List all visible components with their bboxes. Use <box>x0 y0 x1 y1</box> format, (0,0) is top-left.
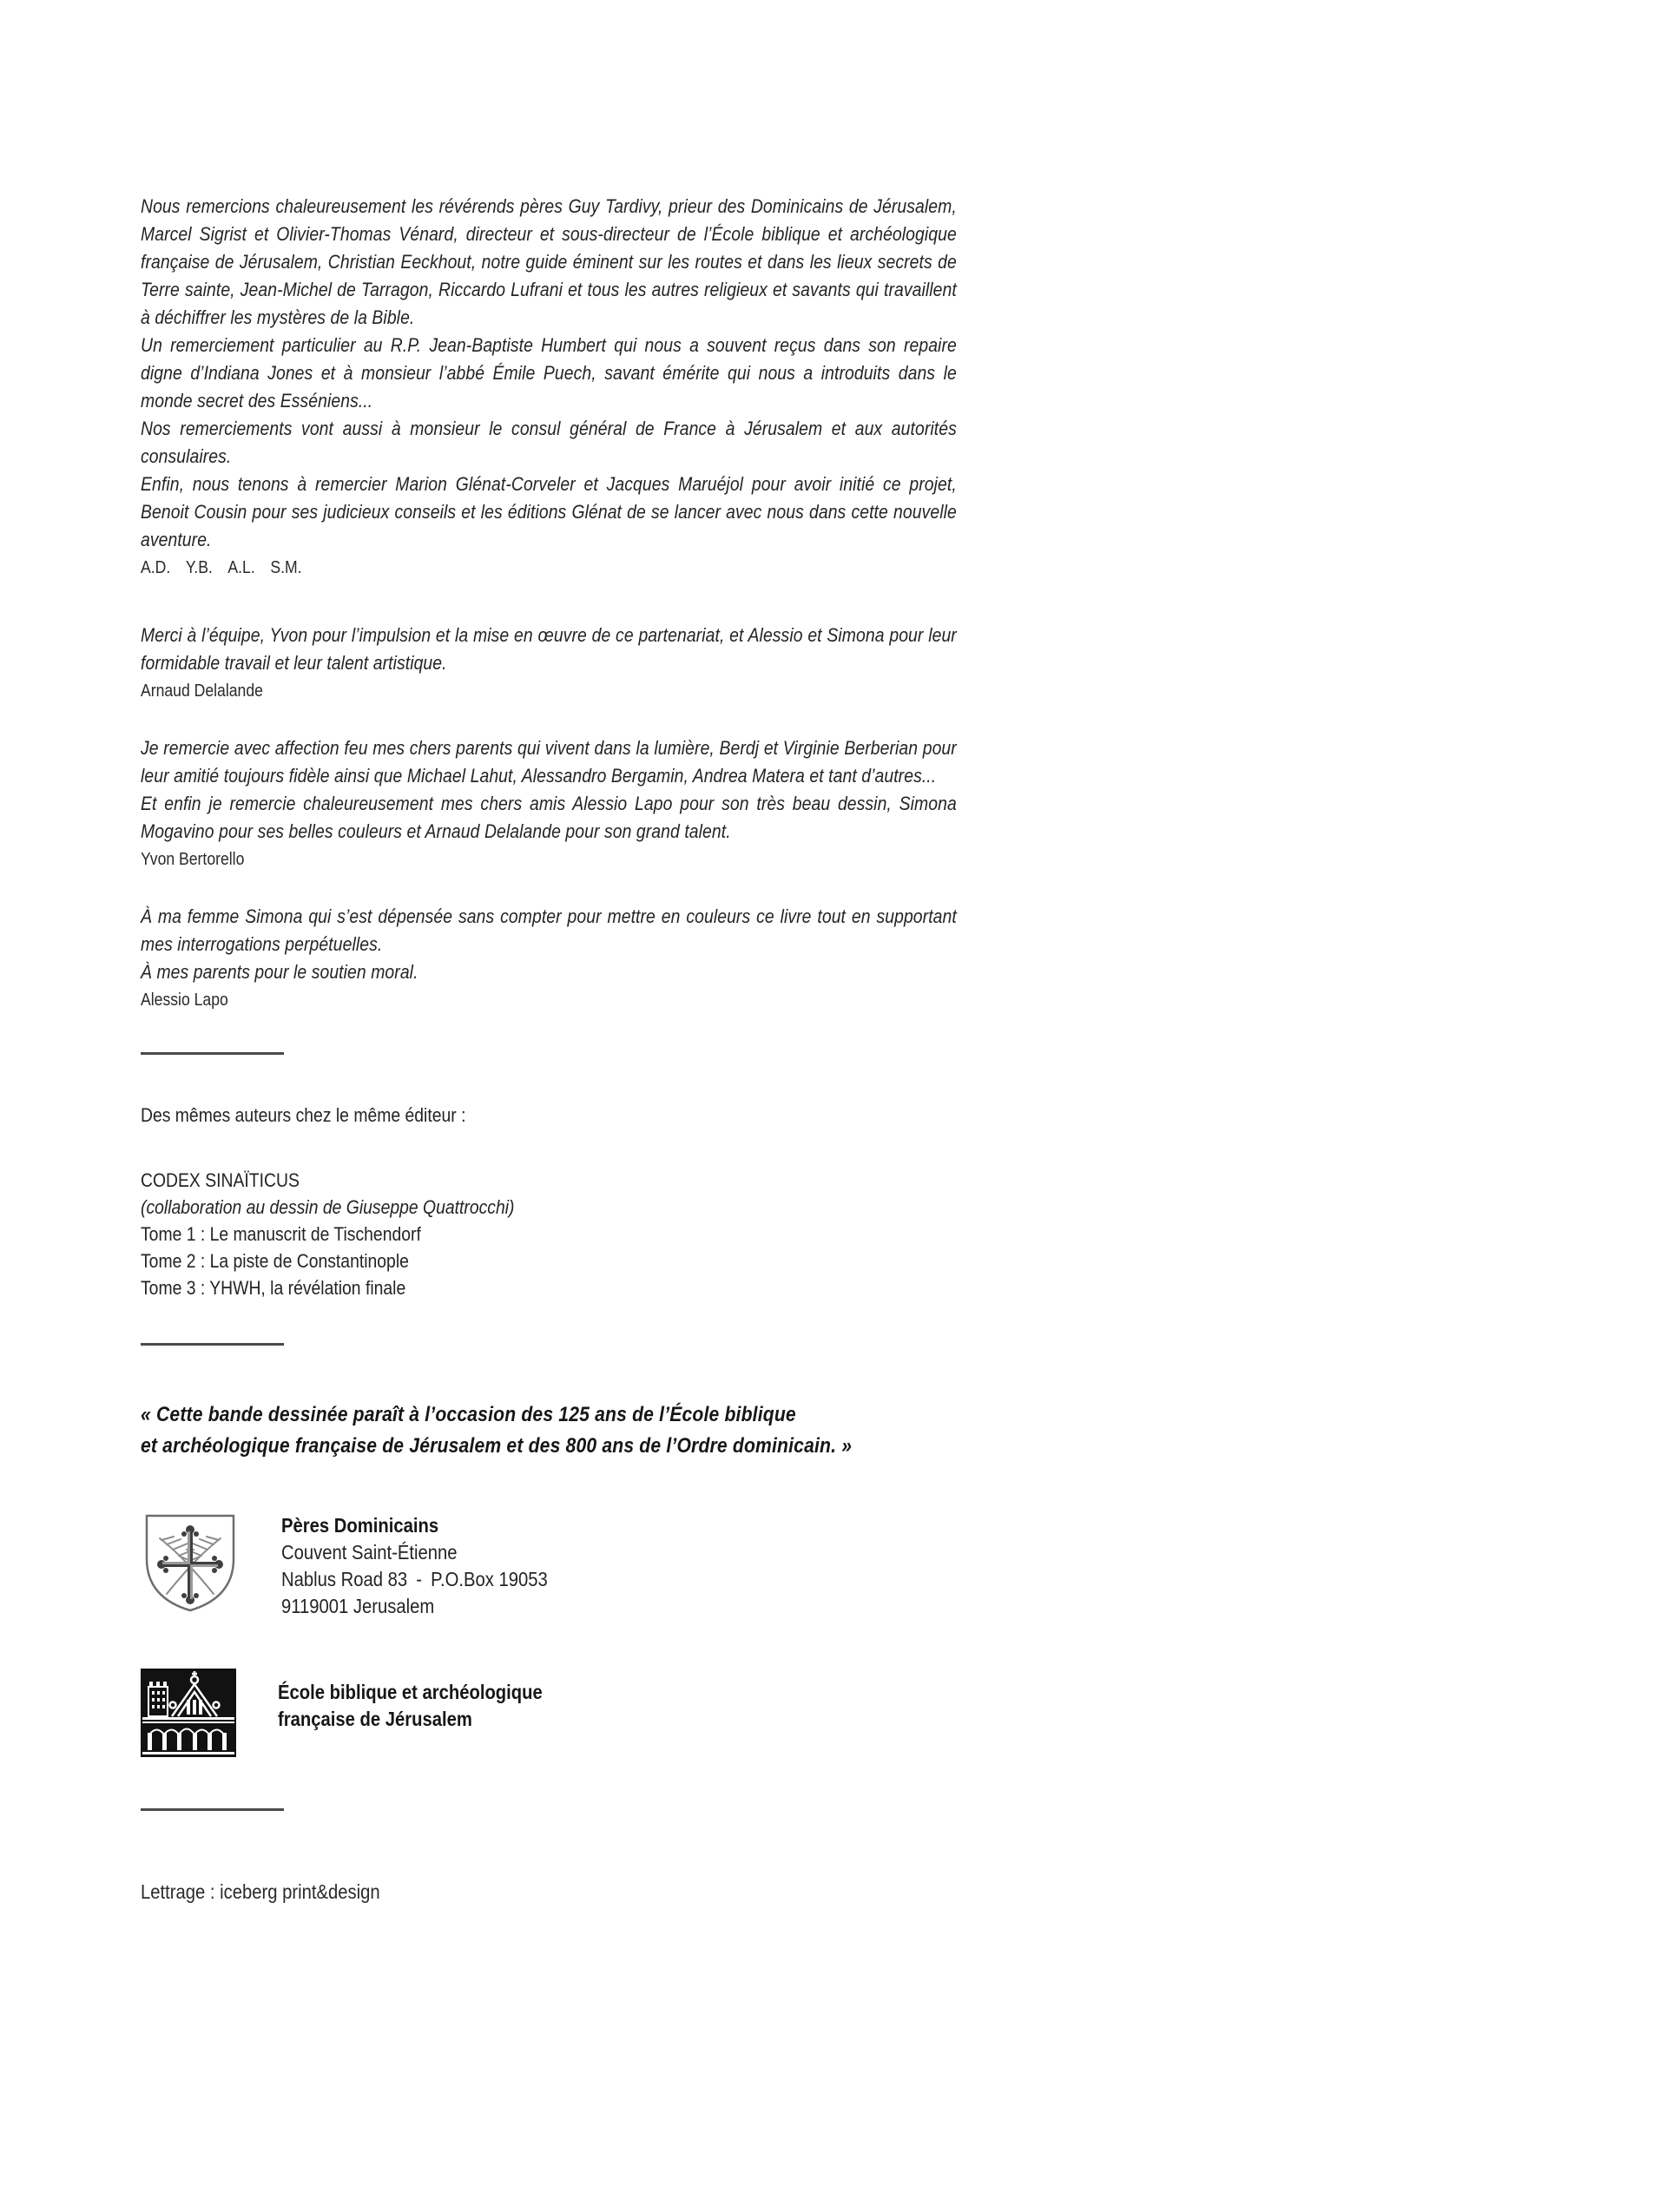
anniversary-quote-line: et archéologique française de Jérusalem et des 800 ans de l’Ordre dominicain. » <box>141 1434 853 1458</box>
acknowledgment-paragraph: Nos remerciements vont aussi à monsieur le consul général de France à Jérusalem et aux autorités consulaires. <box>141 418 957 467</box>
dominicans-address <box>281 1511 998 1620</box>
acknowledgment-paragraph: Enfin, nous tenons à remercier Marion Glénat-Corveler et Jacques Maruéjol pour avoir initié ce projet, Benoit Cousin pour ses judicieux conseils et les éditions Glénat de se lancer avec nous dans cette nouvelle aventure. <box>141 473 957 550</box>
dominican-shield-icon <box>141 1511 240 1619</box>
signature-initials: A.D. Y.B. A.L. S.M. <box>141 558 302 577</box>
acknowledgment-paragraph: À ma femme Simona qui s’est dépensée sans compter pour mettre en couleurs ce livre tout en supportant mes interrogations perpétuelles. <box>141 905 957 955</box>
acknowledgment-paragraph: Un remerciement particulier au R.P. Jean-Baptiste Humbert qui nous a souvent reçus dans son repaire digne d’Indiana Jones et à monsieur l’abbé Émile Puech, savant émérite qui nous a introduits dans le monde secret des Esséniens... <box>141 334 957 411</box>
text-column <box>141 193 1096 1905</box>
ebaf-name-line: française de Jérusalem <box>278 1708 472 1730</box>
codex-volume: Tome 2 : La piste de Constantinople <box>141 1250 409 1272</box>
ebaf-block <box>141 1669 1096 1761</box>
signature-arnaud-delalande: Arnaud Delalande <box>141 681 263 701</box>
acknowledgment-paragraph: Merci à l’équipe, Yvon pour l’impulsion et la mise en œuvre de ce partenariat, et Alessio et Simona pour leur formidable travail et leur talent artistique. <box>141 624 957 674</box>
same-authors-heading: Des mêmes auteurs chez le même éditeur : <box>141 1104 466 1126</box>
lettering-credit: Lettrage : iceberg print&design <box>141 1880 380 1903</box>
acknowledgments-section <box>141 193 1096 582</box>
thanks-arnaud-section <box>141 622 1096 705</box>
dominicans-name: Pères Dominicains <box>281 1514 439 1537</box>
acknowledgment-paragraph: Nous remercions chaleureusement les révérends pères Guy Tardivy, prieur des Dominicains de Jérusalem, Marcel Sigrist et Olivier-Thomas Vénard, directeur et sous-directeur de l’École biblique et archéologique française de Jérusalem, Christian Eeckhout, notre guide éminent sur les routes et dans les lieux secrets de Terre sainte, Jean-Michel de Tarragon, Riccardo Lufrani et tous les autres religieux et savants qui travaillent à déchiffrer les mystères de la Bible. <box>141 195 957 328</box>
ebaf-name-line: École biblique et archéologique <box>278 1681 543 1703</box>
section-divider <box>141 1052 284 1055</box>
dominicans-address-line: 9119001 Jerusalem <box>281 1595 435 1617</box>
signature-alessio-lapo: Alessio Lapo <box>141 991 228 1010</box>
signature-yvon-bertorello: Yvon Bertorello <box>141 850 245 869</box>
codex-volume: Tome 1 : Le manuscrit de Tischendorf <box>141 1223 421 1245</box>
codex-series-title: CODEX SINAÏTICUS <box>141 1169 300 1191</box>
acknowledgment-paragraph: Et enfin je remercie chaleureusement mes chers amis Alessio Lapo pour son très beau dessin, Simona Mogavino pour ses belles couleurs et Arnaud Delalande pour son grand talent. <box>141 793 957 842</box>
dominicans-address-line: Couvent Saint-Étienne <box>281 1541 458 1564</box>
thanks-alessio-section <box>141 903 1096 1014</box>
codex-series-note: (collaboration au dessin de Giuseppe Quattrocchi) <box>141 1196 515 1218</box>
acknowledgment-paragraph: À mes parents pour le soutien moral. <box>141 961 418 983</box>
codex-volume: Tome 3 : YHWH, la révélation finale <box>141 1277 406 1299</box>
anniversary-quote-line: « Cette bande dessinée paraît à l’occasion des 125 ans de l’École biblique <box>141 1403 796 1426</box>
section-divider <box>141 1343 284 1346</box>
ebaf-church-logo-icon <box>141 1669 236 1761</box>
dominicans-block <box>141 1511 1096 1620</box>
section-divider <box>141 1808 284 1811</box>
ebaf-name <box>278 1669 998 1733</box>
anniversary-quote <box>141 1399 957 1462</box>
dominicans-address-line: Nablus Road 83 - P.O.Box 19053 <box>281 1568 548 1590</box>
thanks-yvon-section <box>141 734 1096 873</box>
acknowledgment-paragraph: Je remercie avec affection feu mes chers parents qui vivent dans la lumière, Berdj et Virginie Berberian pour leur amitié toujours fidèle ainsi que Michael Lahut, Alessandro Bergamin, Andrea Matera et tant d’autres... <box>141 737 957 787</box>
codex-series-section <box>141 1167 1096 1301</box>
